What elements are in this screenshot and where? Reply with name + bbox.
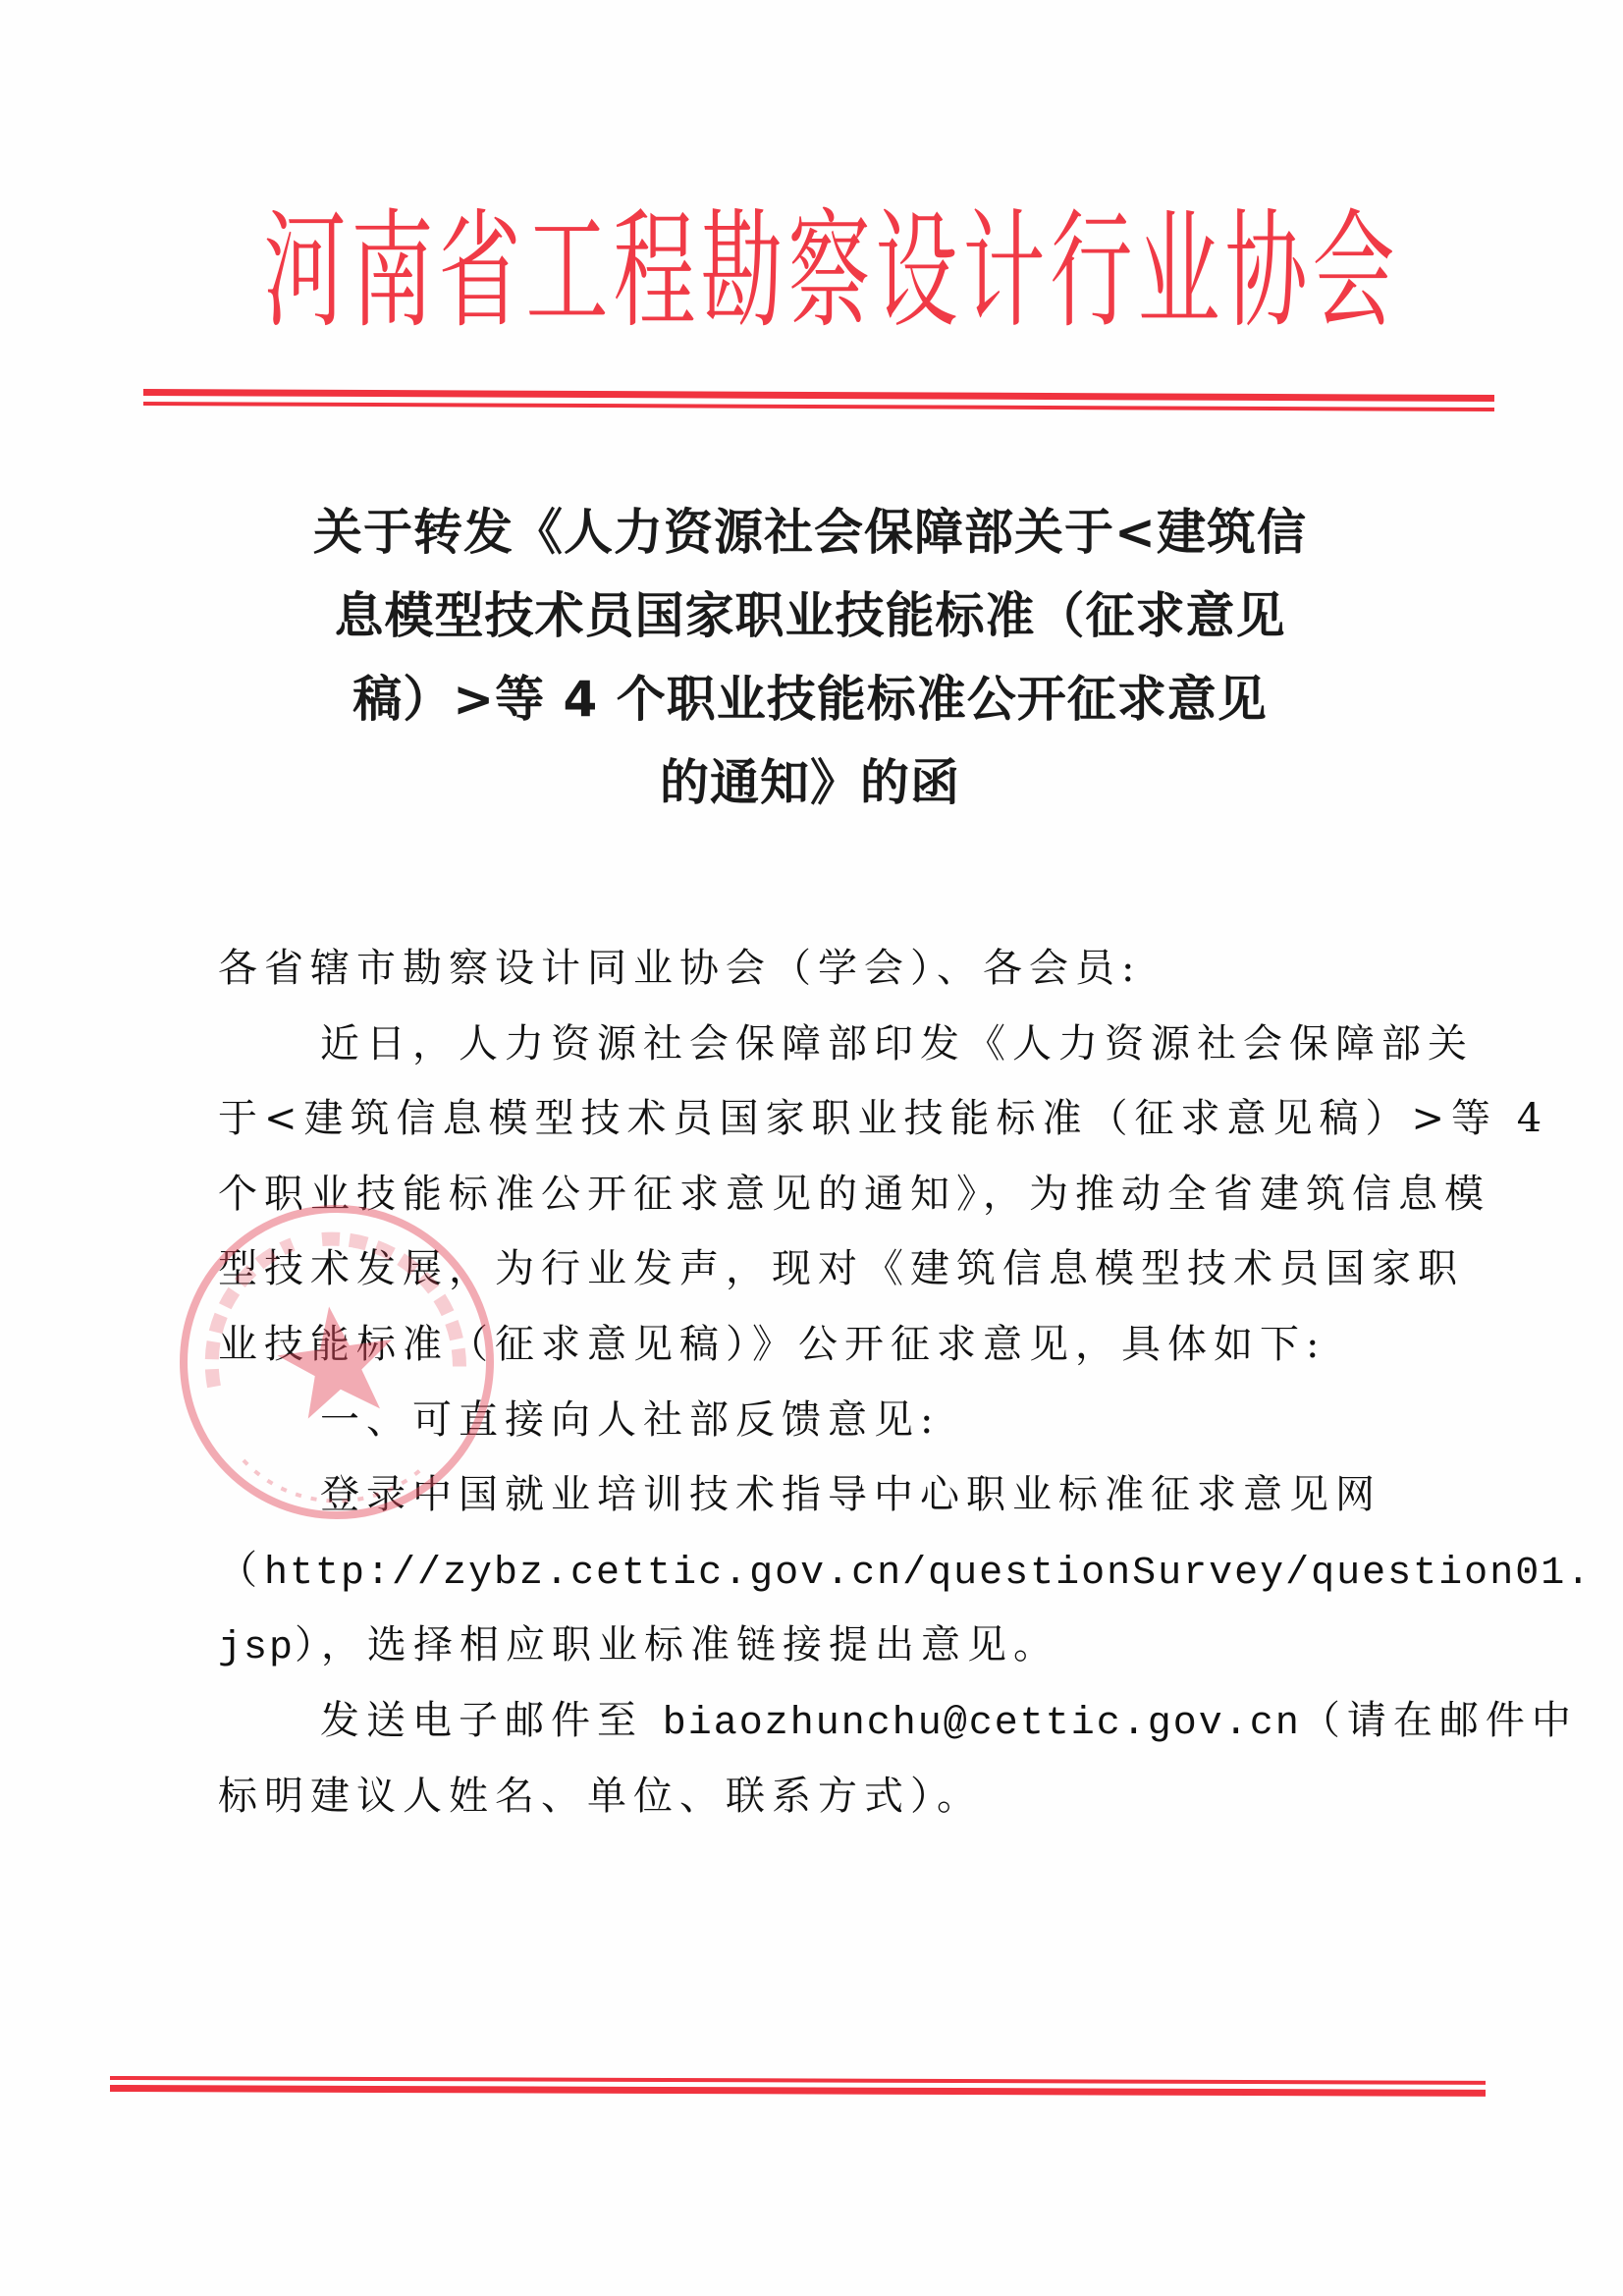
paragraph-line: 业技能标准（征求意见稿）》公开征求意见，具体如下: <box>218 1321 1326 1367</box>
document-body <box>218 931 1593 1833</box>
url-continuation-line <box>218 1608 1416 1683</box>
salutation: 各省辖市勘察设计同业协会（学会）、各会员: <box>218 946 1142 991</box>
section-heading: 一、可直接向人社部反馈意见: <box>320 1396 941 1443</box>
paragraph-line: 标明建议人姓名、单位、联系方式）。 <box>218 1773 983 1819</box>
footer-divider-thick <box>110 2085 1486 2097</box>
paragraph-line: 近日，人力资源社会保障部印发《人力资源社会保障部关 <box>320 1020 1474 1066</box>
email-link[interactable]: biaozhunchu@cettic.gov.cn <box>662 1701 1301 1746</box>
paragraph-line: 登录中国就业培训技术指导中心职业标准征求意见网 <box>320 1472 1381 1518</box>
letterhead-org-name: 河南省工程勘察设计行业协会 <box>263 196 1400 346</box>
feedback-url-link-continued[interactable]: jsp <box>218 1626 296 1671</box>
title-line: 的通知》的函 <box>660 754 960 811</box>
paragraph-text: 发送电子邮件至 <box>320 1697 663 1743</box>
url-line <box>218 1533 1593 1609</box>
header-divider-thin <box>143 402 1494 411</box>
title-line: 息模型技术员国家职业技能标准（征求意见 <box>334 587 1286 644</box>
email-line <box>218 1683 1578 1759</box>
footer-divider-thin <box>110 2076 1486 2085</box>
feedback-url-link[interactable]: http://zybz.cettic.gov.cn/questionSurvey/question01. <box>264 1551 1593 1596</box>
document-title <box>177 491 1443 825</box>
paragraph-line: 于<建筑信息模型技术员国家职业技能标准（征求意见稿）>等 4 <box>218 1096 1549 1142</box>
paragraph-line: 型技术发展，为行业发声，现对《建筑信息模型技术员国家职 <box>218 1246 1464 1292</box>
title-line: 稿）>等 4 个职业技能标准公开征求意见 <box>352 671 1268 728</box>
paragraph-line: 个职业技能标准公开征求意见的通知》，为推动全省建筑信息模 <box>218 1171 1490 1217</box>
open-paren: （ <box>218 1547 264 1593</box>
paragraph-text: （请在邮件中 <box>1300 1697 1578 1743</box>
paragraph-text: ），选择相应职业标准链接提出意见。 <box>295 1622 1060 1668</box>
title-line: 关于转发《人力资源社会保障部关于<建筑信 <box>313 504 1307 561</box>
